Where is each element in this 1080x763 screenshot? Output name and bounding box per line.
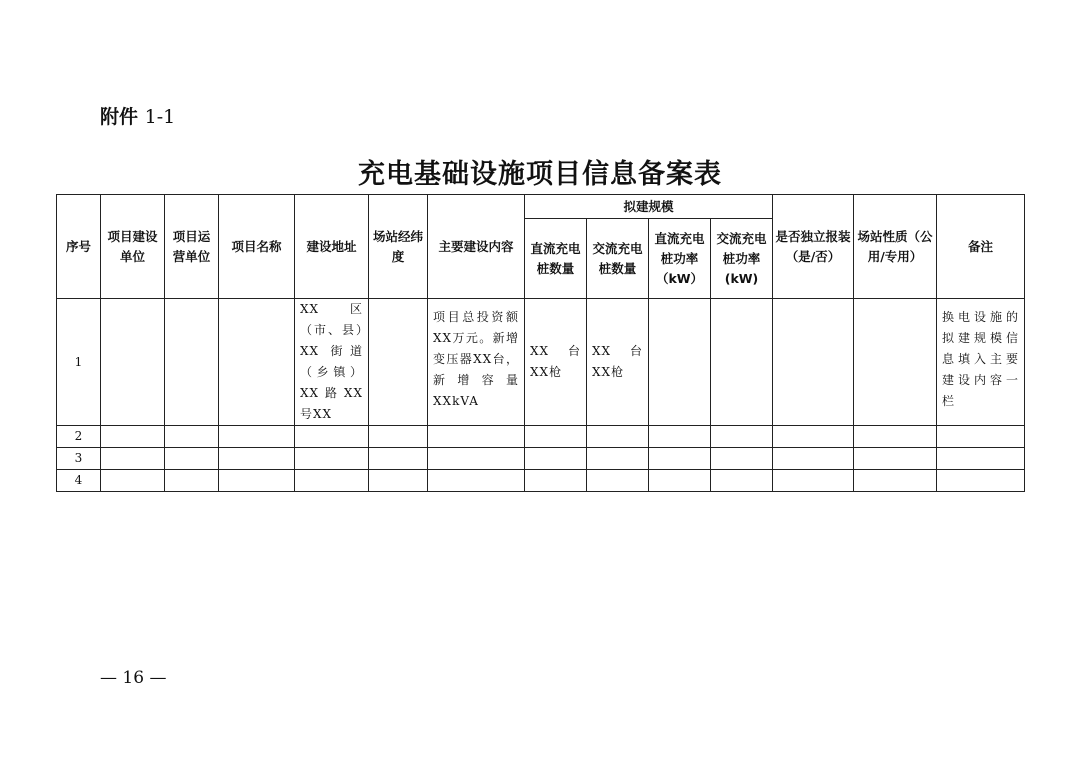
header-remarks: 备注 [937, 195, 1025, 299]
table-row [57, 426, 1025, 448]
cell-content-text: 项目总投资额XX万元。新增变压器XX台，新增容量XXkVA [433, 310, 519, 408]
cell-coords [369, 299, 428, 426]
cell-dc-count-text: XX 台XX枪 [530, 344, 581, 379]
cell-seq: 1 [57, 299, 101, 426]
cell-remarks [937, 299, 1025, 426]
header-dc-power: 直流充电桩功率（kW） [649, 219, 711, 299]
cell-operator [165, 299, 219, 426]
header-nature: 场站性质（公用/专用） [854, 195, 937, 299]
header-seq: 序号 [57, 195, 101, 299]
table-row [57, 470, 1025, 492]
header-dc-count: 直流充电桩数量 [525, 219, 587, 299]
cell-seq: 4 [57, 470, 101, 492]
cell-address-text: XX 区（市、县）XX 街道（乡镇）XX路XX号XX [300, 302, 363, 421]
header-scale-group: 拟建规模 [525, 195, 773, 219]
header-name: 项目名称 [219, 195, 295, 299]
document-title: 充电基础设施项目信息备案表 [358, 159, 722, 190]
table-row [57, 299, 1025, 426]
cell-independent [773, 299, 854, 426]
header-ac-count: 交流充电桩数量 [587, 219, 649, 299]
header-operator: 项目运营单位 [165, 195, 219, 299]
header-content: 主要建设内容 [428, 195, 525, 299]
cell-nature [854, 299, 937, 426]
header-address: 建设地址 [295, 195, 369, 299]
cell-name [219, 299, 295, 426]
cell-seq: 2 [57, 426, 101, 448]
attachment-label-text: 附件 [100, 106, 139, 128]
header-builder: 项目建设单位 [101, 195, 165, 299]
page-number: — 16 — [100, 668, 167, 688]
cell-ac-power [711, 299, 773, 426]
cell-content [428, 299, 525, 426]
cell-seq: 3 [57, 448, 101, 470]
table-row [57, 448, 1025, 470]
cell-dc-power [649, 299, 711, 426]
header-coords: 场站经纬度 [369, 195, 428, 299]
cell-ac-count-text: XX 台XX枪 [592, 344, 643, 379]
cell-ac-count [587, 299, 649, 426]
cell-address [295, 299, 369, 426]
attachment-number: 1-1 [144, 106, 176, 128]
cell-builder [101, 299, 165, 426]
record-table [56, 194, 1025, 492]
header-ac-power: 交流充电桩功率(kW) [711, 219, 773, 299]
header-independent: 是否独立报装（是/否） [773, 195, 854, 299]
attachment-label [100, 102, 175, 129]
cell-remarks-text: 换电设施的拟建规模信息填入主要建设内容一栏 [942, 310, 1020, 408]
cell-dc-count [525, 299, 587, 426]
